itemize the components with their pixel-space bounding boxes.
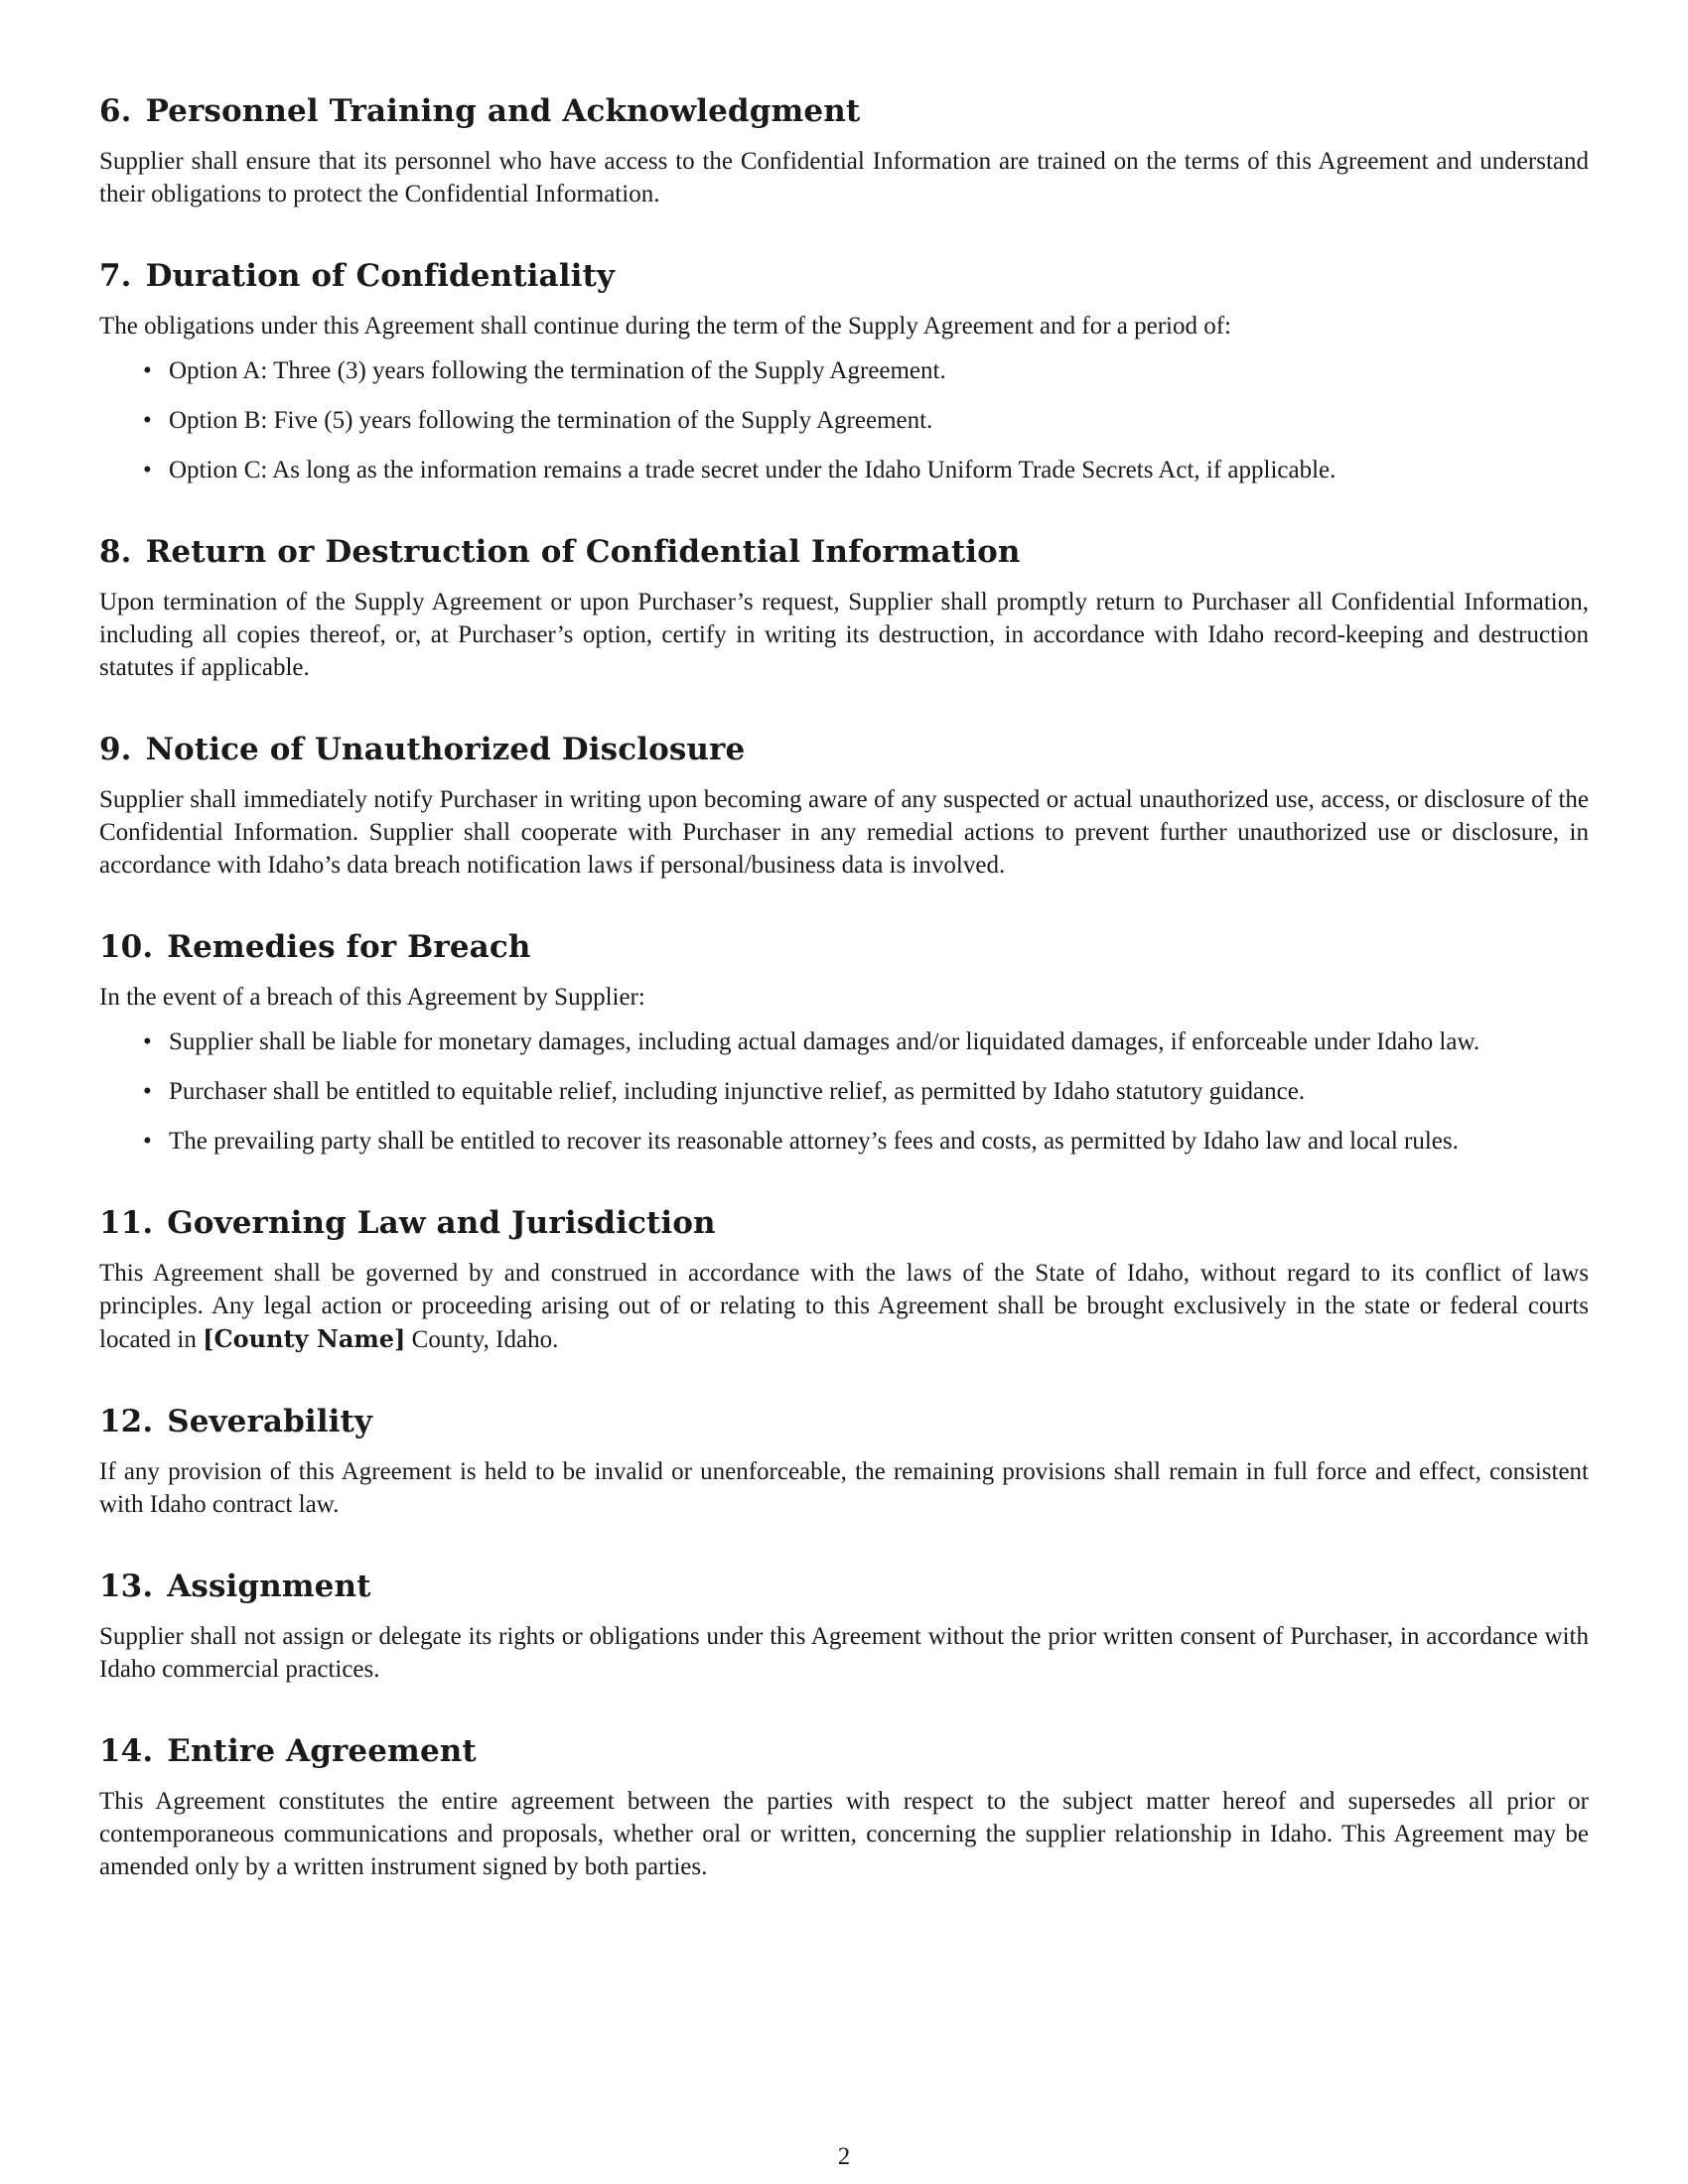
section-number: 13. [99, 1569, 154, 1604]
bullet-icon: • [143, 1028, 152, 1055]
document-page [99, 91, 1589, 1929]
section-number: 8. [99, 534, 132, 570]
list-item [143, 1025, 1589, 1058]
section-number: 10. [99, 929, 154, 965]
section-heading [99, 532, 1589, 572]
section-number: 11. [99, 1205, 154, 1241]
county-name-placeholder: [County Name] [203, 1324, 406, 1353]
section-heading [99, 1731, 1589, 1771]
section-body: This Agreement constitutes the entire agreement between the parties with respect to the subject matter hereof and supersedes all prior or contemporaneous communications and proposals, whether oral or written, concerning the supplier relationship in Idaho. This Agreement may be amended only by a written instrument signed by both parties. [99, 1788, 1589, 1880]
section-title: Notice of Unauthorized Disclosure [145, 732, 746, 767]
section-body: The obligations under this Agreement shall continue during the term of the Supply Agreement and for a period of: [99, 313, 1232, 340]
list-item [143, 354, 1589, 387]
section-duration-of-confidentiality [99, 256, 1589, 486]
section-number: 7. [99, 258, 132, 294]
section-notice-of-unauthorized-disclosure [99, 730, 1589, 882]
section-entire-agreement [99, 1731, 1589, 1883]
section-body: Supplier shall immediately notify Purchaser in writing upon becoming aware of any suspected or actual unauthorized use, access, or disclosure of the Confidential Information. Supplier shall cooperate with Purchaser in any remedial actions to prevent further unauthorized use or disclosure, in accordance with Idaho’s data breach notification laws if personal/business data is involved. [99, 786, 1589, 879]
section-heading [99, 1203, 1589, 1243]
section-heading [99, 1567, 1589, 1606]
list-item-text: Purchaser shall be entitled to equitable relief, including injunctive relief, as permitted by Idaho statutory guidance. [169, 1078, 1306, 1105]
section-body: In the event of a breach of this Agreement by Supplier: [99, 984, 645, 1011]
list-item-text: Supplier shall be liable for monetary damages, including actual damages and/or liquidated damages, if enforceable under Idaho law. [169, 1028, 1480, 1055]
section-heading [99, 91, 1589, 131]
section-body: Supplier shall ensure that its personnel who have access to the Confidential Information are trained on the terms of this Agreement and understand their obligations to protect the Confidential Information. [99, 148, 1589, 207]
list-item [143, 454, 1589, 486]
list-item-text: Option C: As long as the information remains a trade secret under the Idaho Uniform Trade Secrets Act, if applicable. [169, 457, 1336, 483]
section-return-or-destruction [99, 532, 1589, 684]
bullet-icon: • [143, 457, 152, 483]
list-item [143, 1075, 1589, 1108]
list-item-text: Option A: Three (3) years following the termination of the Supply Agreement. [169, 357, 946, 384]
section-title: Assignment [167, 1569, 371, 1604]
bullet-icon: • [143, 407, 152, 434]
section-title: Entire Agreement [167, 1733, 477, 1769]
section-heading [99, 1402, 1589, 1441]
section-number: 9. [99, 732, 132, 767]
bullet-list [99, 354, 1589, 486]
section-body-text: This Agreement shall be governed by and construed in accordance with the laws of the State of Idaho, without regard to its conflict of laws principles. Any legal action or proceeding arising out of or relating to this Agreement shall be brought exclusively in the state or federal courts located in [99, 1260, 1589, 1353]
section-severability [99, 1402, 1589, 1521]
page-number: 2 [837, 2143, 851, 2170]
section-number: 6. [99, 93, 132, 129]
bullet-icon: • [143, 1078, 152, 1105]
section-title: Return or Destruction of Confidential Information [145, 534, 1021, 570]
bullet-icon: • [143, 357, 152, 384]
bullet-icon: • [143, 1128, 152, 1155]
section-title: Severability [167, 1404, 373, 1439]
section-governing-law [99, 1203, 1589, 1356]
section-heading [99, 256, 1589, 296]
section-assignment [99, 1567, 1589, 1686]
section-personnel-training [99, 91, 1589, 210]
section-title: Remedies for Breach [167, 929, 531, 965]
list-item [143, 404, 1589, 437]
list-item [143, 1125, 1589, 1158]
section-body: If any provision of this Agreement is held to be invalid or unenforceable, the remaining provisions shall remain in full force and effect, consistent with Idaho contract law. [99, 1458, 1589, 1518]
section-heading [99, 927, 1589, 967]
section-body: Upon termination of the Supply Agreement or upon Purchaser’s request, Supplier shall promptly return to Purchaser all Confidential Information, including all copies thereof, or, at Purchaser’s option, certify in writing its destruction, in accordance with Idaho record-keeping and destruction statutes if applicable. [99, 589, 1589, 681]
section-heading [99, 730, 1589, 769]
section-title: Governing Law and Jurisdiction [167, 1205, 716, 1241]
section-remedies-for-breach [99, 927, 1589, 1158]
section-body-text: County, Idaho. [405, 1326, 559, 1353]
section-number: 14. [99, 1733, 154, 1769]
section-number: 12. [99, 1404, 154, 1439]
section-body: Supplier shall not assign or delegate its rights or obligations under this Agreement without the prior written consent of Purchaser, in accordance with Idaho commercial practices. [99, 1623, 1589, 1683]
section-title: Personnel Training and Acknowledgment [145, 93, 861, 129]
section-title: Duration of Confidentiality [145, 258, 616, 294]
list-item-text: The prevailing party shall be entitled to recover its reasonable attorney’s fees and costs, as permitted by Idaho law and local rules. [169, 1128, 1459, 1155]
section-body [99, 1257, 1589, 1356]
list-item-text: Option B: Five (5) years following the termination of the Supply Agreement. [169, 407, 933, 434]
bullet-list [99, 1025, 1589, 1158]
